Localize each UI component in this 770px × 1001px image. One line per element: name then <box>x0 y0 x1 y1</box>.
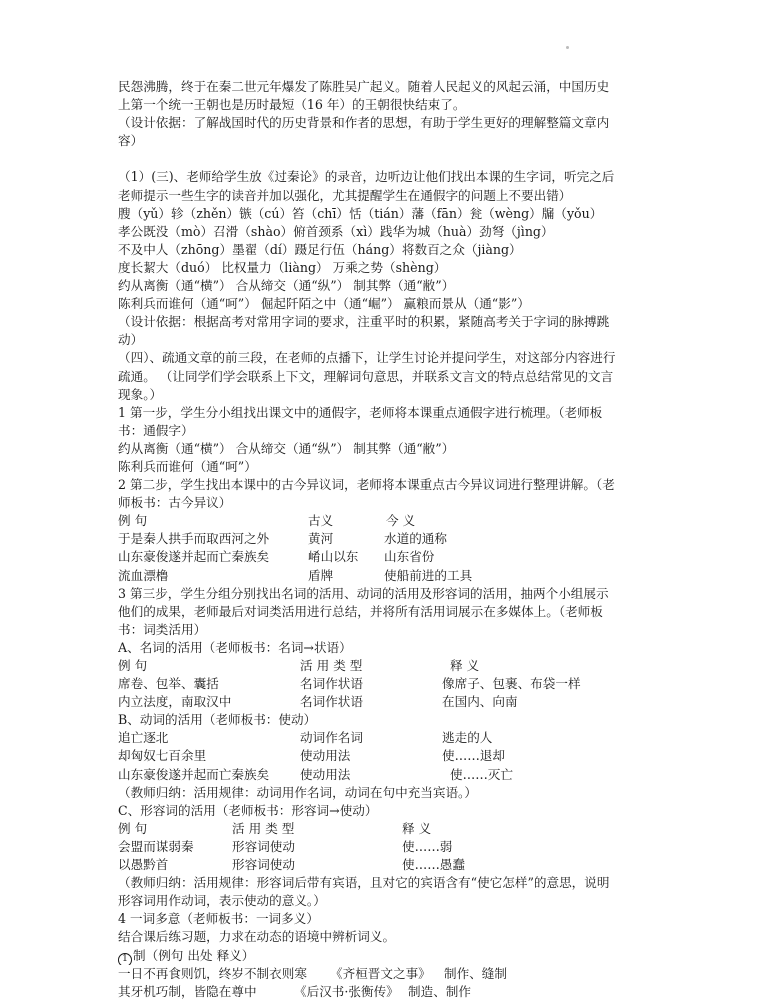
table-cell: 制造、制作 <box>408 983 471 999</box>
table-cell: 名词作状语 <box>300 694 363 710</box>
header-cell: 古义 <box>308 513 334 529</box>
table-cell: 制作、缝制 <box>444 965 507 981</box>
text-line: 4 一词多意（老师板书：一词多义） <box>118 911 319 927</box>
adj-heading: C、形容词的活用（老师板书：形容词→使动） <box>118 802 378 818</box>
table-row <box>118 567 656 585</box>
table-row <box>118 965 656 983</box>
text-line: （设计依据：根据高考对常用字词的要求，注重平时的积累，紧随高考关于字词的脉搏跳 <box>118 314 610 330</box>
table-row <box>118 675 656 693</box>
zhi-heading-text: 制（例句 出处 释义） <box>133 947 255 963</box>
table-cell: 使……灭亡 <box>450 766 513 782</box>
table-cell: 山东豪俊遂并起而亡秦族矣 <box>118 549 270 565</box>
table-cell: 形容词使动 <box>232 838 295 854</box>
table-row <box>118 856 656 874</box>
table-header <box>118 512 656 530</box>
text-line: 老师提示一些生字的读音并加以强化，尤其提醒学生在通假字的问题上不要出错） <box>118 187 572 203</box>
adj-table <box>118 820 656 874</box>
table-cell: 内立法度，南取汉中 <box>118 694 232 710</box>
table-row <box>118 548 656 566</box>
text-line: 书：词类活用） <box>118 621 207 637</box>
header-cell: 活 用 类 型 <box>232 820 295 836</box>
text-line: 结合课后练习题，力求在动态的语境中辨析词义。 <box>118 929 396 945</box>
table-row <box>118 729 656 747</box>
table-cell: 追亡逐北 <box>118 730 169 746</box>
section-4 <box>118 349 656 403</box>
table-cell: 像席子、包裹、布袋一样 <box>442 676 581 692</box>
table-cell: 在国内、向南 <box>442 694 518 710</box>
table-cell: 使……愚蠢 <box>402 857 465 873</box>
text-line: （设计依据：了解战国时代的历史背景和作者的思想，有助于学生更好的理解整篇文章内 <box>118 115 610 131</box>
table-cell: 使动用法 <box>300 766 351 782</box>
table-row <box>118 530 656 548</box>
step-4 <box>118 910 656 946</box>
table-cell: 会盟而谋弱秦 <box>118 838 194 854</box>
page-mark <box>566 46 569 49</box>
text-line: 3 第三步，学生分组分别找出名词的活用、动词的活用及形容词的活用，抽两个小组展示 <box>118 585 609 601</box>
table-cell: 于是秦人拱手而取西河之外 <box>118 531 270 547</box>
verb-summary: （教师归纳：活用规律：动词用作名词，动词在句中充当宾语。） <box>118 784 477 800</box>
text-line: 约从离衡（通“横”） 合从缔交（通“纵”） 制其弊（通“敝”） <box>118 440 455 456</box>
table-cell: 崤山以东 <box>308 549 359 565</box>
gujin-table <box>118 512 656 584</box>
section-3 <box>118 168 656 349</box>
header-cell: 例 句 <box>118 513 148 529</box>
text-line: 膄（yǔ）轸（zhěn）镞（cú）笞（chī）恬（tián）藩（fān）瓮（wèng）牖（yǒu） <box>118 205 603 221</box>
header-cell: 释 义 <box>402 820 432 836</box>
text-line: 书：通假字） <box>118 422 194 438</box>
table-row <box>118 838 656 856</box>
table-cell: 形容词使动 <box>232 857 295 873</box>
table-cell: 席卷、包举、囊括 <box>118 676 219 692</box>
text-line: 上第一个统一王朝也是历时最短（16 年）的王朝很快结束了。 <box>118 97 466 113</box>
table-cell: 名词作状语 <box>300 676 363 692</box>
text-line: 陈利兵而谁何（通“呵”） 倔起阡陌之中（通“崛”） 赢粮而景从（通“影”） <box>118 296 530 312</box>
blank-line <box>118 150 656 168</box>
adj-summary-line: 形容词用作动词，表示使动的意义。） <box>118 893 326 909</box>
table-cell: 动词作名词 <box>300 730 363 746</box>
circled-number: 1 <box>118 953 132 965</box>
header-cell: 例 句 <box>118 658 148 673</box>
table-header <box>118 657 656 675</box>
text-line: 师板书：古今异议） <box>118 495 232 511</box>
table-cell: 《齐桓晋文之事》 <box>330 965 431 981</box>
verb-heading: B、动词的活用（老师板书：使动） <box>118 712 317 728</box>
table-cell: 使船前进的工具 <box>384 567 473 583</box>
table-cell: 水道的通称 <box>384 531 447 547</box>
text-line: 容） <box>118 133 144 149</box>
header-cell: 今 义 <box>386 513 416 529</box>
table-row <box>118 693 656 711</box>
table-cell: 盾牌 <box>308 567 334 583</box>
table-cell: 黄河 <box>308 531 334 547</box>
text-line: （1）(三)、老师给学生放《过秦论》的录音，边听边让他们找出本课的生字词，听完之后 <box>118 169 615 185</box>
adj-summary-line: （教师归纳：活用规律：形容词后带有宾语，且对它的宾语含有“使它怎样”的意思，说明 <box>118 875 610 891</box>
step-1 <box>118 404 656 476</box>
header-cell: 例 句 <box>118 820 148 836</box>
table-cell: 以愚黔首 <box>118 857 169 873</box>
document-body <box>118 78 656 1001</box>
step-2 <box>118 476 656 512</box>
zhi-table <box>118 965 656 1001</box>
table-cell: 《后汉书·张衡传》 <box>294 983 399 999</box>
table-cell: 流血漂橹 <box>118 567 169 583</box>
noun-table <box>118 657 656 711</box>
table-row <box>118 747 656 765</box>
table-cell: 逃走的人 <box>442 730 493 746</box>
text-line: 不及中人（zhōng）墨翟（dí）蹑足行伍（háng）将数百之众（jiàng） <box>118 241 522 257</box>
text-line: 动） <box>118 332 144 348</box>
header-cell: 活 用 类 型 <box>300 658 363 673</box>
text-line: 1 第一步，学生分小组找出课文中的通假字，老师将本课重点通假字进行梳理。（老师板 <box>118 404 603 420</box>
text-line: 现象。） <box>118 386 163 402</box>
text-line: 约从离衡（通“横”） 合从缔交（通“纵”） 制其弊（通“敝”） <box>118 278 455 294</box>
text-line: 陈利兵而谁何（通“呵”） <box>118 458 257 474</box>
table-cell: 使动用法 <box>300 748 351 764</box>
header-cell: 释 义 <box>450 658 480 673</box>
text-line: 疏通。 （让同学们学会联系上下文，理解词句意思，并联系文言文的特点总结常见的文言 <box>118 368 614 384</box>
text-line: 孝公既没（mò）召滑（shào）俯首颈系（xì）践华为城（huà）劲弩（jìng） <box>118 223 554 239</box>
text-line: 民怨沸腾，终于在秦二世元年爆发了陈胜吴广起义。随着人民起义的风起云涌，中国历史 <box>118 79 610 94</box>
noun-heading: A、名词的活用（老师板书：名词→状语） <box>118 639 352 655</box>
verb-table <box>118 729 656 783</box>
table-cell: 山东省份 <box>384 549 435 565</box>
step-3 <box>118 585 656 639</box>
table-cell: 山东豪俊遂并起而亡秦族矣 <box>118 766 270 782</box>
text-line: 他们的成果，老师最后对词类活用进行总结，并将所有活用词展示在多媒体上。（老师板 <box>118 603 603 619</box>
table-cell: 使……退却 <box>442 748 505 764</box>
table-cell: 使……弱 <box>402 838 453 854</box>
zhi-heading <box>118 947 656 965</box>
text-line: 度长絜大（duó） 比权量力（liàng） 万乘之势（shèng） <box>118 259 447 275</box>
table-header <box>118 820 656 838</box>
table-cell: 其牙机巧制，皆隐在尊中 <box>118 983 257 999</box>
table-cell: 一日不再食则饥，终岁不制衣则寒 <box>118 965 307 981</box>
table-row <box>118 766 656 784</box>
table-cell: 却匈奴七百余里 <box>118 748 207 764</box>
table-row <box>118 983 656 1001</box>
text-line: （四）、疏通文章的前三段，在老师的点播下，让学生讨论并提问学生，对这部分内容进行 <box>118 350 616 366</box>
text-line: 2 第二步，学生找出本课中的古今异议词，老师将本课重点古今异议词进行整理讲解。（老 <box>118 477 615 493</box>
intro-paragraph <box>118 78 656 150</box>
